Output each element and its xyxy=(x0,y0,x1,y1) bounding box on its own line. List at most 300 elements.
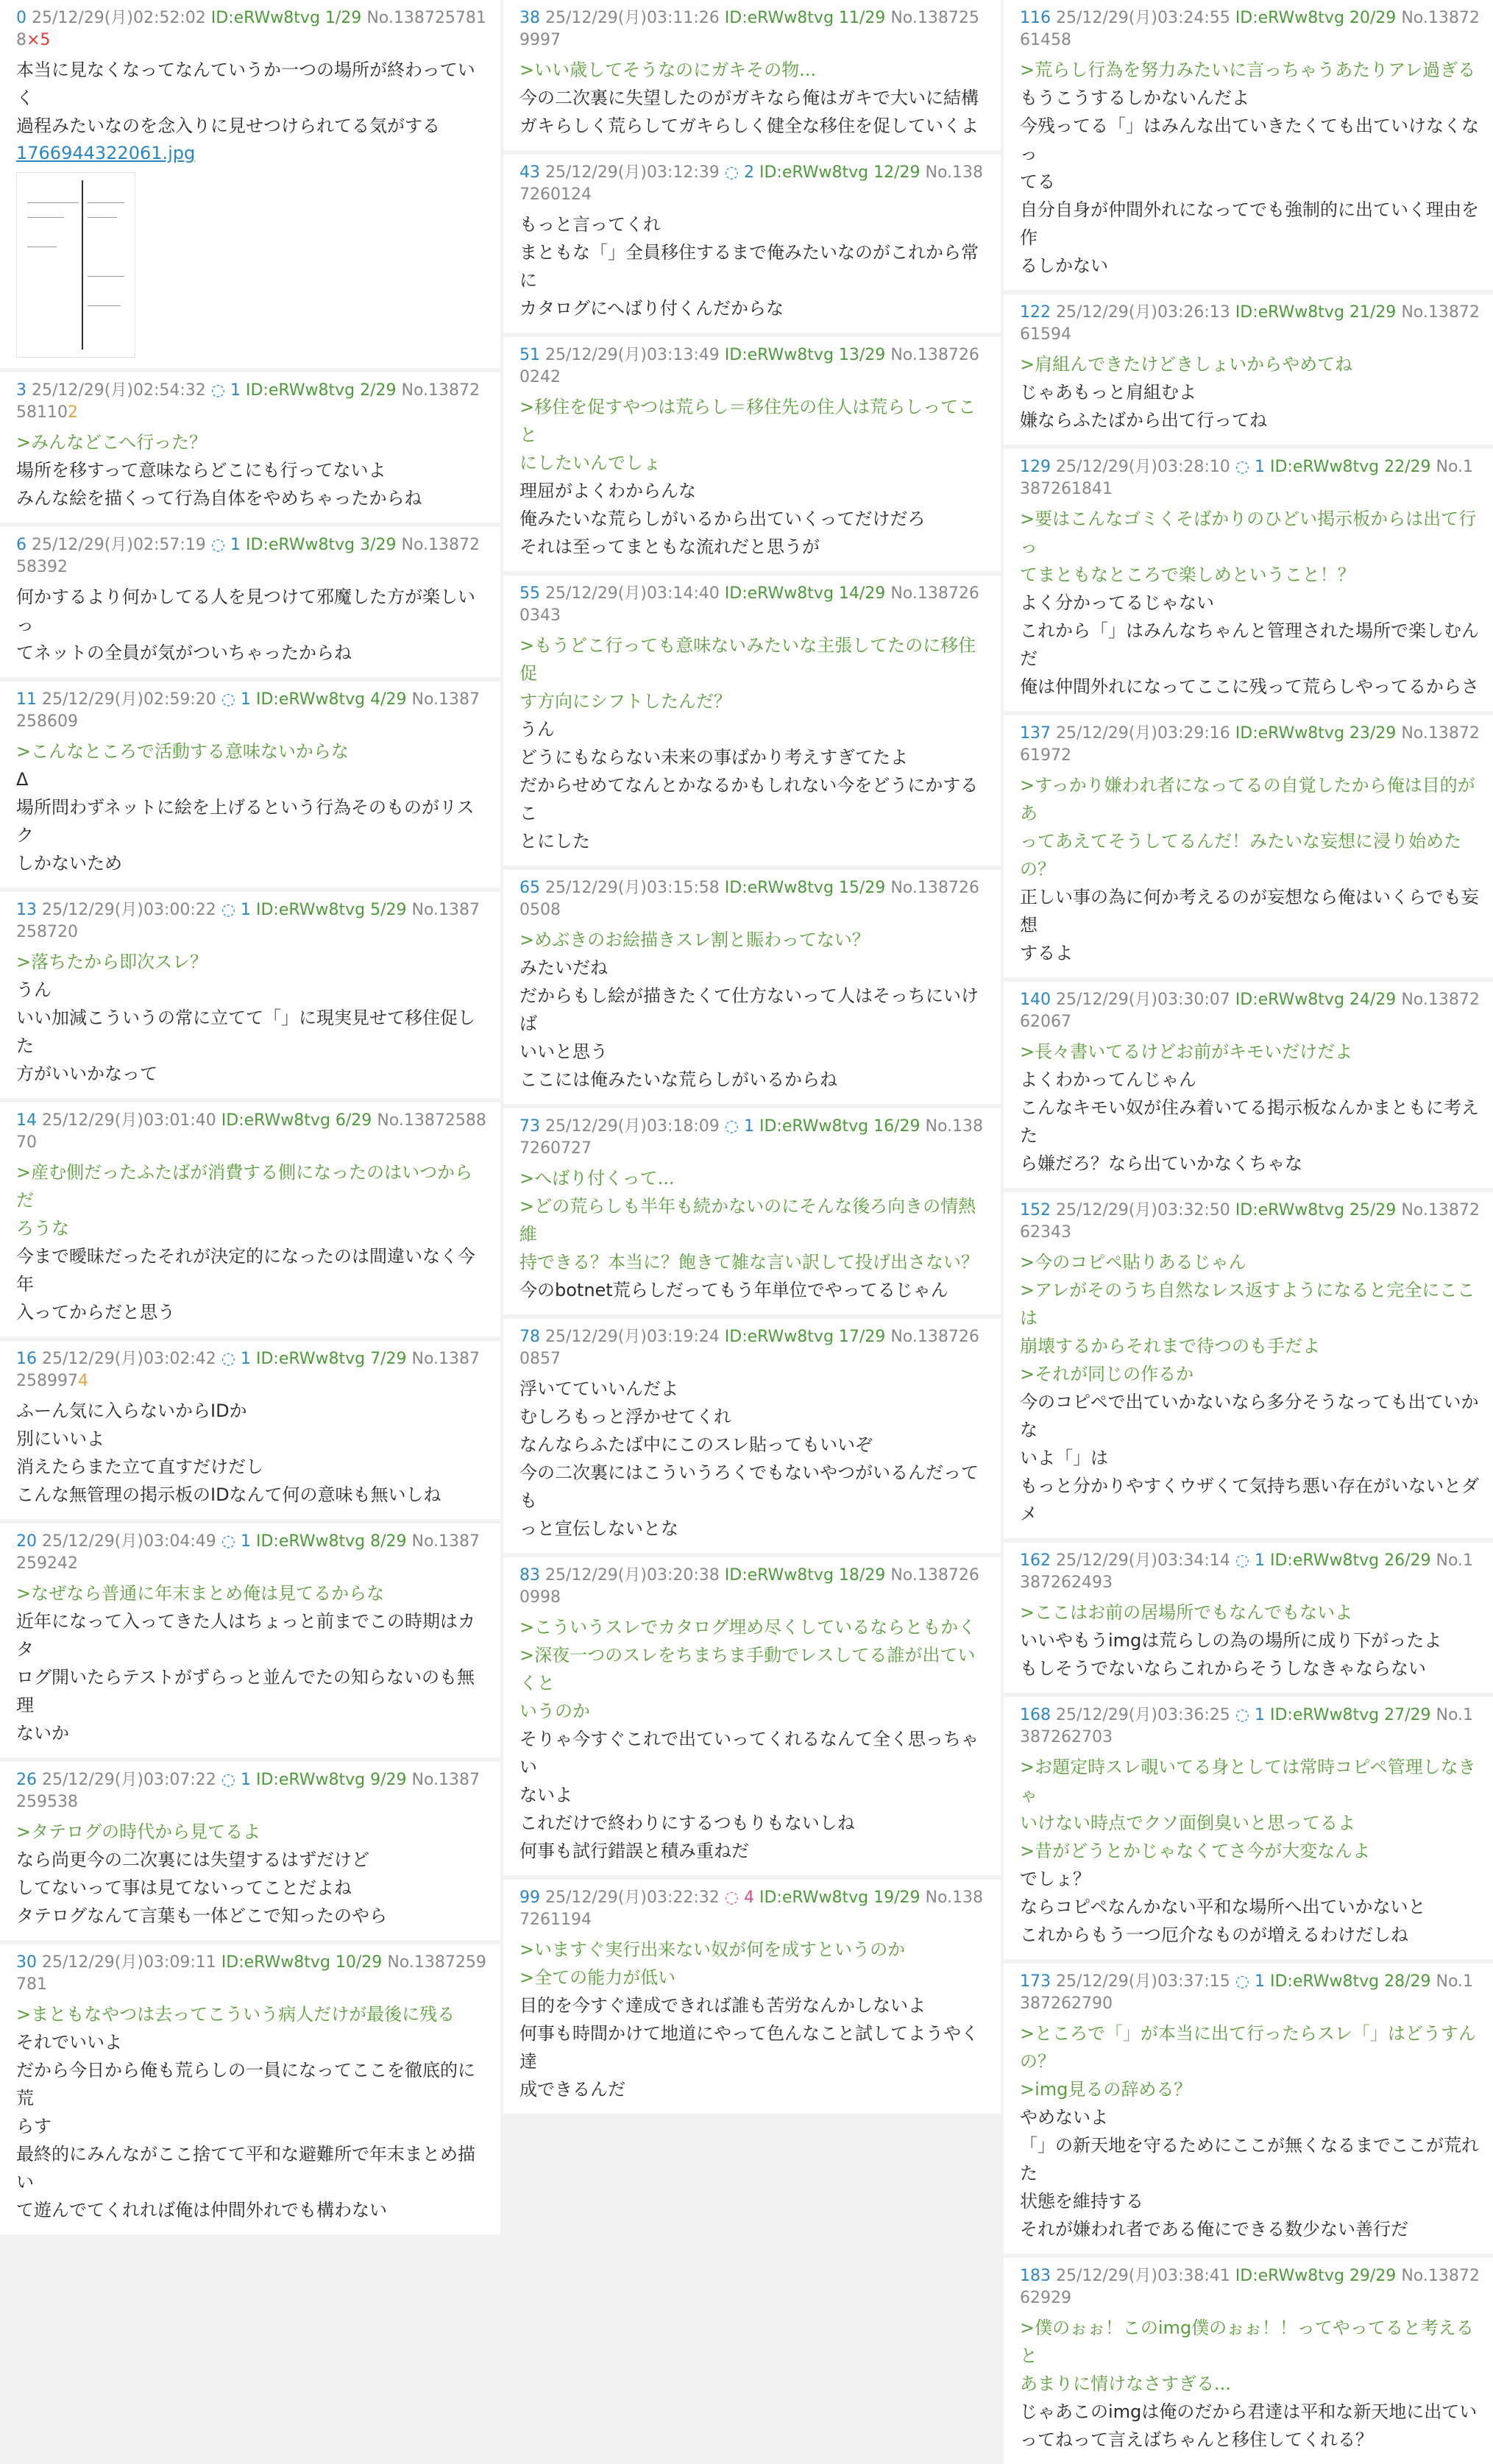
post xyxy=(0,892,500,1098)
post-no[interactable]: No.1387258609 xyxy=(16,690,480,731)
text-line: 目的を今すぐ達成できれば誰も苦労なんかしないよ xyxy=(519,1995,926,2016)
post-no[interactable]: No.1387258997 xyxy=(16,1350,480,1390)
text-line: これだけで終わりにするつもりもないしね xyxy=(519,1813,855,1833)
text-line: 今の二次裏にはこういうろくでもないやつがいるんだっても xyxy=(519,1462,979,1511)
text-line: 消えたらまた立て直すだけだし xyxy=(16,1456,263,1477)
reply-count-value: 1 xyxy=(743,1117,754,1136)
text-line: 状態を維持する xyxy=(1020,2191,1143,2212)
post-body xyxy=(519,926,987,1094)
attachment-link[interactable]: 1766944322061.jpg xyxy=(16,143,196,163)
poster-id[interactable]: ID:eRWw8tvg 5/29 xyxy=(255,901,407,919)
text-line: っと宣伝しないとな xyxy=(519,1518,678,1539)
post-header xyxy=(16,1531,487,1575)
column-middle xyxy=(503,0,1001,2100)
text-line: 入ってからだと思う xyxy=(16,1302,175,1323)
post-body xyxy=(16,948,487,1088)
post-date: 25/12/29(月)03:04:49 xyxy=(42,1532,216,1551)
reply-count[interactable] xyxy=(725,1888,754,1907)
poster-id[interactable]: ID:eRWw8tvg 14/29 xyxy=(724,584,886,603)
text-line: 過程みたいなのを念入りに見せつけられてる気がする xyxy=(16,116,440,136)
text-line: まともな「」全員移住するまで俺みたいなのがこれから常に xyxy=(519,242,979,291)
post-number[interactable]: 3 xyxy=(16,381,26,400)
quote-line: >まともなやつは去ってこういう病人だけが最後に残る xyxy=(16,2004,455,2025)
post-no[interactable]: No.1387259781 xyxy=(16,1953,486,1994)
post-date: 25/12/29(月)03:29:16 xyxy=(1056,724,1230,743)
post-body xyxy=(1020,2019,1480,2243)
post-body xyxy=(16,737,487,877)
post-number[interactable]: 73 xyxy=(519,1117,540,1136)
reply-bubble-icon: ◌ xyxy=(1235,1706,1255,1724)
reply-count-value: 1 xyxy=(240,1532,251,1551)
post-header xyxy=(519,583,987,627)
post-number[interactable]: 183 xyxy=(1020,2267,1051,2285)
post-body xyxy=(519,1613,987,1865)
post-header xyxy=(16,1952,487,1996)
poster-id[interactable]: ID:eRWw8tvg 13/29 xyxy=(724,346,886,364)
post-no[interactable]: No.1387261458 xyxy=(1020,9,1480,49)
quote-line: >落ちたから即次スレ？ xyxy=(16,952,208,972)
post-number[interactable]: 13 xyxy=(16,901,37,919)
poster-id[interactable]: ID:eRWw8tvg 1/29 xyxy=(210,9,362,27)
text-line: タテログなんて言葉も一体どこで知ったのやら xyxy=(16,1905,387,1926)
reply-count[interactable] xyxy=(1235,1551,1265,1570)
text-line: いよ「」は xyxy=(1020,1448,1108,1468)
text-line: これからもう一つ厄介なものが増えるわけだしね xyxy=(1020,1925,1408,1945)
post-header xyxy=(16,899,487,944)
post xyxy=(503,337,1001,571)
reply-bubble-icon: ◌ xyxy=(210,381,230,400)
text-line: 「」の新天地を守るためにここが無くなるまでここが荒れた xyxy=(1020,2135,1479,2184)
text-line: ってねって言えばちゃんと移住してくれる？ xyxy=(1020,2429,1373,2450)
poster-id[interactable]: ID:eRWw8tvg 3/29 xyxy=(245,536,397,554)
post-no[interactable]: No.1387260343 xyxy=(519,584,979,625)
post xyxy=(1004,1192,1493,1538)
post-header xyxy=(519,877,987,921)
post-header xyxy=(1020,1550,1480,1594)
post-number[interactable]: 137 xyxy=(1020,724,1051,743)
post-number[interactable]: 11 xyxy=(16,690,37,709)
text-line: とにした xyxy=(519,831,590,852)
text-line: むしろもっと浮かせてくれ xyxy=(519,1406,731,1427)
text-line: なら尚更今の二次裏には失望するはずだけど xyxy=(16,1849,369,1870)
post-number[interactable]: 140 xyxy=(1020,991,1051,1009)
text-line: て遊んでてくれれば俺は仲間外れでも構わない xyxy=(16,2200,387,2220)
post-body xyxy=(1020,1753,1480,1949)
post-date: 25/12/29(月)03:00:22 xyxy=(42,901,216,919)
reply-count-value: 1 xyxy=(230,536,241,554)
thumbnail-divider xyxy=(82,180,83,350)
post-date: 25/12/29(月)03:30:07 xyxy=(1056,991,1230,1009)
post-no[interactable]: No.1387260857 xyxy=(519,1328,979,1368)
poster-id[interactable]: ID:eRWw8tvg 17/29 xyxy=(724,1328,886,1346)
text-line: 何かするより何かしてる人を見つけて邪魔した方が楽しいっ xyxy=(16,587,475,635)
text-line: 嫌ならふたばから出て行ってね xyxy=(1020,410,1267,431)
text-line: いい加減こういうの常に立てて「」に現実見せて移住促した xyxy=(16,1008,475,1056)
post xyxy=(1004,2258,1493,2464)
text-line: みたいだね xyxy=(519,957,608,978)
post-number[interactable]: 122 xyxy=(1020,303,1051,322)
text-line: ないよ xyxy=(519,1785,572,1805)
post-number[interactable]: 51 xyxy=(519,346,540,364)
post-number[interactable]: 99 xyxy=(519,1888,540,1907)
text-line: ログ開いたらテストがずらっと並んでたの知らないのも無理 xyxy=(16,1667,475,1716)
poster-id[interactable]: ID:eRWw8tvg 20/29 xyxy=(1235,9,1397,27)
text-line: じゃあこのimgは俺のだから君達は平和な新天地に出てい xyxy=(1020,2401,1478,2422)
post-date: 25/12/29(月)03:26:13 xyxy=(1056,303,1230,322)
post-header xyxy=(519,162,987,206)
text-line: ならコピペなんかない平和な場所へ出ていかないと xyxy=(1020,1897,1426,1917)
poster-id[interactable]: ID:eRWw8tvg 25/29 xyxy=(1235,1201,1397,1219)
text-line: 今まで曖昧だったそれが決定的になったのは間違いなく今年 xyxy=(16,1246,475,1295)
post-date: 25/12/29(月)03:19:24 xyxy=(545,1328,720,1346)
post-date: 25/12/29(月)03:28:10 xyxy=(1056,458,1230,476)
post-date: 25/12/29(月)02:59:20 xyxy=(42,690,216,709)
text-line: 何事も時間かけて地道にやって色んなこと試してようやく達 xyxy=(519,2023,979,2072)
post-number[interactable]: 152 xyxy=(1020,1201,1051,1219)
quote-line: >タテログの時代から見てるよ xyxy=(16,1822,261,1842)
poster-id[interactable]: ID:eRWw8tvg 28/29 xyxy=(1269,1972,1431,1991)
post-body xyxy=(519,56,987,140)
text-line: 正しい事の為に何か考えるのが妄想なら俺はいくらでも妄想 xyxy=(1020,887,1479,935)
post-no[interactable]: No.1387261841 xyxy=(1020,458,1474,498)
thumbnail-text-line xyxy=(88,217,117,218)
quote-line: >ここはお前の居場所でもなんでもないよ xyxy=(1020,1602,1353,1623)
text-line: 今の二次裏に失望したのがガキなら俺はガキで大いに結構 xyxy=(519,88,979,108)
post-no[interactable]: No.1387261194 xyxy=(519,1888,984,1929)
poster-id[interactable]: ID:eRWw8tvg 22/29 xyxy=(1269,458,1431,476)
post-number[interactable]: 38 xyxy=(519,9,540,27)
reply-count-value: 1 xyxy=(1254,1551,1265,1570)
post-no[interactable]: No.1387259997 xyxy=(519,9,979,49)
poster-id[interactable]: ID:eRWw8tvg 21/29 xyxy=(1235,303,1397,322)
text-line: それでいいよ xyxy=(16,2032,122,2053)
poster-id[interactable]: ID:eRWw8tvg 2/29 xyxy=(245,381,397,400)
text-line: 場所を移すって意味ならどこにも行ってないよ xyxy=(16,460,386,481)
post-date: 25/12/29(月)03:37:15 xyxy=(1056,1972,1230,1991)
post-header xyxy=(1020,1704,1480,1749)
text-line: そりゃ今すぐこれで出ていってくれるなんて全く思っちゃい xyxy=(519,1729,979,1777)
text-line: 場所問わずネットに絵を上げるという行為そのものがリスク xyxy=(16,797,475,846)
quote-line: >僕のぉぉ！このimg僕のぉぉ！！ってやってると考えると xyxy=(1020,2318,1474,2366)
post-number[interactable]: 55 xyxy=(519,584,540,603)
poster-id[interactable]: ID:eRWw8tvg 9/29 xyxy=(255,1771,407,1789)
reply-bubble-icon: ◌ xyxy=(724,163,744,182)
thumbnail-text-line xyxy=(88,276,124,277)
post-body xyxy=(1020,771,1480,967)
post-no[interactable]: No.1387261594 xyxy=(1020,303,1480,344)
poster-id[interactable]: ID:eRWw8tvg 10/29 xyxy=(221,1953,383,1972)
column-right xyxy=(1004,0,1493,2450)
post-body xyxy=(1020,1599,1480,1682)
post-no[interactable]: No.1387262067 xyxy=(1020,991,1480,1031)
poster-id[interactable]: ID:eRWw8tvg 26/29 xyxy=(1269,1551,1431,1570)
post xyxy=(0,527,500,677)
reply-mark: 2 xyxy=(68,403,78,422)
post-body xyxy=(519,1936,987,2103)
post-body xyxy=(519,1375,987,1543)
quote-line: にしたいんでしょ xyxy=(519,453,661,473)
reply-count-value: 1 xyxy=(1254,1972,1265,1991)
text-line: もっと言ってくれ xyxy=(519,214,661,235)
text-line: 今のbotnet荒らしだってもう年単位でやってるじゃん xyxy=(519,1280,948,1300)
post xyxy=(1004,449,1493,711)
post-no[interactable]: No.1387262790 xyxy=(1020,1972,1474,2013)
post-number[interactable]: 26 xyxy=(16,1771,37,1789)
post xyxy=(503,1319,1001,1553)
thumbnail-text-line xyxy=(27,217,64,218)
post-number[interactable]: 6 xyxy=(16,536,26,554)
post-header xyxy=(519,1565,987,1609)
post-date: 25/12/29(月)02:52:02 xyxy=(32,9,206,27)
post-no[interactable]: No.1387259538 xyxy=(16,1771,480,1811)
quote-line: >どの荒らしも半年も続かないのにそんな後ろ向きの情熱維 xyxy=(519,1196,976,1245)
reply-count[interactable] xyxy=(221,1350,251,1368)
post-number[interactable]: 14 xyxy=(16,1111,37,1130)
post-number[interactable]: 78 xyxy=(519,1328,540,1346)
reply-count[interactable] xyxy=(1235,1972,1265,1991)
reply-count[interactable] xyxy=(1235,1706,1265,1724)
post-no[interactable]: No.1387258392 xyxy=(16,536,480,576)
text-line: だからせめてなんとかなるかもしれない今をどうにかするこ xyxy=(519,775,979,824)
post xyxy=(503,870,1001,1104)
quote-line: >なぜなら普通に年末まとめ俺は見てるからな xyxy=(16,1583,385,1604)
text-line: 理屈がよくわからんな xyxy=(519,481,696,501)
post-body xyxy=(1020,2314,1480,2454)
poster-id[interactable]: ID:eRWw8tvg 12/29 xyxy=(759,163,921,182)
post-number[interactable]: 173 xyxy=(1020,1972,1051,1991)
poster-id[interactable]: ID:eRWw8tvg 16/29 xyxy=(759,1117,921,1136)
post-header xyxy=(1020,989,1480,1033)
text-line: 方がいいかなって xyxy=(16,1063,157,1084)
poster-id[interactable]: ID:eRWw8tvg 18/29 xyxy=(724,1566,886,1585)
post-no[interactable]: No.1387258720 xyxy=(16,901,480,941)
reply-bubble-icon: ◌ xyxy=(724,1117,744,1136)
post-no[interactable]: No.1387260508 xyxy=(519,879,979,919)
text-line: 別にいいよ xyxy=(16,1429,104,1449)
quote-line: 持できる？本当に？飽きて雑な言い訳して投げ出さない？ xyxy=(519,1252,979,1272)
quote-line: てまともなところで楽しめということ！？ xyxy=(1020,564,1355,585)
column-left xyxy=(0,0,500,2220)
quote-line: >今のコピペ貼りあるじゃん xyxy=(1020,1252,1246,1272)
text-line: それは至ってまともな流れだと思うが xyxy=(519,537,820,557)
post-no[interactable]: No.1387260998 xyxy=(519,1566,979,1607)
text-line: てる xyxy=(1020,171,1055,192)
poster-id[interactable]: ID:eRWw8tvg 11/29 xyxy=(724,9,886,27)
poster-id[interactable]: ID:eRWw8tvg 27/29 xyxy=(1269,1706,1431,1724)
text-line: 俺は仲間外れになってここに残って荒らしやってるからさ xyxy=(1020,676,1479,697)
post xyxy=(0,1944,500,2234)
post xyxy=(0,1523,500,1757)
post xyxy=(0,372,500,523)
quote-line: >産む側だったふたばが消費する側になったのはいつからだ xyxy=(16,1162,473,1211)
post-no[interactable]: No.1387259242 xyxy=(16,1532,480,1573)
reply-bubble-icon: ◌ xyxy=(221,1771,241,1789)
reply-count[interactable] xyxy=(221,901,251,919)
poster-id[interactable]: ID:eRWw8tvg 24/29 xyxy=(1235,991,1397,1009)
post xyxy=(503,0,1001,150)
reply-count-value: 1 xyxy=(230,381,241,400)
post-no[interactable]: No.1387260727 xyxy=(519,1117,984,1158)
post-number[interactable]: 116 xyxy=(1020,9,1051,27)
reply-bubble-icon: ◌ xyxy=(221,1350,241,1368)
post-header xyxy=(16,689,487,733)
post-header xyxy=(1020,723,1480,767)
thumbnail-text-line xyxy=(27,202,79,203)
text-line: 近年になって入ってきた人はちょっと前までこの時期はカタ xyxy=(16,1611,475,1660)
text-line: それが嫌われ者である俺にできる数少ない善行だ xyxy=(1020,2219,1408,2240)
quote-line: >長々書いてるけどお前がキモいだけだよ xyxy=(1020,1041,1353,1062)
post xyxy=(0,1341,500,1519)
post xyxy=(0,1762,500,1940)
reply-count[interactable] xyxy=(221,690,251,709)
text-line: るしかない xyxy=(1020,255,1108,276)
post-number[interactable]: 65 xyxy=(519,879,540,897)
text-line: ないか xyxy=(16,1723,69,1743)
quote-line: いけない時点でクソ面倒臭いと思ってるよ xyxy=(1020,1813,1355,1833)
reply-count[interactable] xyxy=(211,536,241,554)
text-line: 自分自身が仲間外れになってでも強制的に出ていく理由を作 xyxy=(1020,199,1479,248)
poster-id[interactable]: ID:eRWw8tvg 6/29 xyxy=(221,1111,372,1130)
attachment-thumbnail[interactable] xyxy=(16,172,135,358)
post-body xyxy=(16,1579,487,1747)
post-header xyxy=(1020,1200,1480,1244)
post-body xyxy=(1020,350,1480,434)
post-no[interactable]: No.1387262343 xyxy=(1020,1201,1480,1242)
post xyxy=(1004,1543,1493,1693)
quote-line: >要はこんなゴミくそばかりのひどい掲示板からは出て行っ xyxy=(1020,509,1477,557)
post xyxy=(0,1102,500,1337)
text-line: してないって事は見てないってことだよね xyxy=(16,1877,352,1898)
reply-count[interactable] xyxy=(725,1117,754,1136)
poster-id[interactable]: ID:eRWw8tvg 29/29 xyxy=(1235,2267,1397,2285)
quote-line: >深夜一つのスレをちまちま手動でレスしてる誰が出ていくと xyxy=(519,1645,976,1693)
post-number[interactable]: 168 xyxy=(1020,1706,1051,1724)
poster-id[interactable]: ID:eRWw8tvg 8/29 xyxy=(255,1532,407,1551)
post-header xyxy=(16,1769,487,1813)
text-line: よくわかってんじゃん xyxy=(1020,1069,1196,1090)
post-number[interactable]: 20 xyxy=(16,1532,37,1551)
post-date: 25/12/29(月)03:07:22 xyxy=(42,1771,216,1789)
reply-bubble-icon: ◌ xyxy=(221,901,241,919)
post-number[interactable]: 162 xyxy=(1020,1551,1051,1570)
post-body xyxy=(519,210,987,322)
post-number[interactable]: 0 xyxy=(16,9,26,27)
text-line: ら嫌だろ？なら出ていかなくちゃな xyxy=(1020,1153,1302,1174)
post-date: 25/12/29(月)03:12:39 xyxy=(545,163,720,182)
quote-line: >いますぐ実行出来ない奴が何を成すというのか xyxy=(519,1939,906,1960)
reply-count-value: 1 xyxy=(1254,458,1265,476)
post-date: 25/12/29(月)03:20:38 xyxy=(545,1566,720,1585)
post-date: 25/12/29(月)02:57:19 xyxy=(32,536,206,554)
text-line: ここには俺みたいな荒らしがいるからね xyxy=(519,1069,837,1090)
post xyxy=(503,155,1001,333)
post xyxy=(503,1557,1001,1875)
quote-line: いうのか xyxy=(519,1701,590,1721)
post xyxy=(1004,715,1493,977)
post-no[interactable]: No.1387258870 xyxy=(16,1111,486,1152)
post-body xyxy=(1020,56,1480,280)
quote-line: 崩壊するからそれまで待つのも手だよ xyxy=(1020,1336,1320,1356)
quote-line: >アレがそのうち自然なレス返すようになると完全にここは xyxy=(1020,1280,1475,1328)
reply-count[interactable] xyxy=(725,163,754,182)
post xyxy=(1004,294,1493,445)
quote-line: ってあえてそうしてるんだ！みたいな妄想に浸り始めたの？ xyxy=(1020,831,1461,879)
post-no[interactable]: No.1387261972 xyxy=(1020,724,1480,765)
post-number[interactable]: 129 xyxy=(1020,458,1051,476)
quote-line: >昔がどうとかじゃなくてさ今が大変なんよ xyxy=(1020,1841,1371,1861)
post-date: 25/12/29(月)03:18:09 xyxy=(545,1117,720,1136)
quote-line: >もうどこ行っても意味ないみたいな主張してたのに移住促 xyxy=(519,635,976,684)
post-no[interactable]: No.1387260124 xyxy=(519,163,984,204)
poster-id[interactable]: ID:eRWw8tvg 7/29 xyxy=(255,1350,407,1368)
text-line: カタログにへばり付くんだからな xyxy=(519,298,784,319)
delete-count[interactable]: ×5 xyxy=(26,31,51,49)
post-no[interactable]: No.1387262493 xyxy=(1020,1551,1474,1592)
text-line: だから今日から俺も荒らしの一員になってここを徹底的に荒 xyxy=(16,2060,475,2109)
post-number[interactable]: 43 xyxy=(519,163,540,182)
post-body xyxy=(16,428,487,512)
post xyxy=(1004,0,1493,290)
text-line: こんなキモい奴が住み着いてる掲示板なんかまともに考えた xyxy=(1020,1097,1479,1146)
post-no[interactable]: No.1387258110 xyxy=(16,381,480,422)
post-header xyxy=(1020,1971,1480,2015)
text-line: ガキらしく荒らしてガキらしく健全な移住を促していくよ xyxy=(519,116,979,136)
post xyxy=(503,1108,1001,1314)
reply-count-value: 1 xyxy=(1254,1706,1265,1724)
poster-id[interactable]: ID:eRWw8tvg 23/29 xyxy=(1235,724,1397,743)
text-line: らす xyxy=(16,2116,52,2136)
reply-count[interactable] xyxy=(221,1771,251,1789)
post-header xyxy=(1020,456,1480,500)
text-line: こんな無管理の掲示板のIDなんて何の意味も無いしね xyxy=(16,1484,441,1505)
post-body xyxy=(16,1818,487,1930)
poster-id[interactable]: ID:eRWw8tvg 4/29 xyxy=(255,690,407,709)
poster-id[interactable]: ID:eRWw8tvg 19/29 xyxy=(759,1888,921,1907)
quote-line: ろうな xyxy=(16,1218,69,1239)
text-line: だからもし絵が描きたくて仕方ないって人はそっちにいけば xyxy=(519,985,979,1034)
thumbnail-text-line xyxy=(88,202,124,203)
post-no[interactable]: No.1387262703 xyxy=(1020,1706,1474,1746)
post-number[interactable]: 30 xyxy=(16,1953,37,1972)
quote-line: >全ての能力が低い xyxy=(519,1967,676,1988)
post-header xyxy=(519,1116,987,1160)
reply-bubble-icon: ◌ xyxy=(210,536,230,554)
post-number[interactable]: 16 xyxy=(16,1350,37,1368)
post-date: 25/12/29(月)03:11:26 xyxy=(545,9,720,27)
text-line: 何事も試行錯誤と積み重ねだ xyxy=(519,1841,749,1861)
poster-id[interactable]: ID:eRWw8tvg 15/29 xyxy=(724,879,886,897)
reply-bubble-icon: ◌ xyxy=(221,1532,241,1551)
post-number[interactable]: 83 xyxy=(519,1566,540,1585)
post-date: 25/12/29(月)03:09:11 xyxy=(42,1953,216,1972)
reply-count-value: 4 xyxy=(743,1888,754,1907)
text-line: てネットの全員が気がついちゃったからね xyxy=(16,642,352,663)
post-date: 25/12/29(月)03:14:40 xyxy=(545,584,720,603)
reply-count[interactable] xyxy=(1235,458,1265,476)
post-date: 25/12/29(月)03:22:32 xyxy=(545,1888,720,1907)
post-no[interactable]: No.1387257818 xyxy=(16,9,486,49)
post-no[interactable]: No.1387260242 xyxy=(519,346,979,386)
post-body xyxy=(519,1164,987,1304)
post-no[interactable]: No.1387262929 xyxy=(1020,2267,1480,2307)
text-line: しかないため xyxy=(16,853,122,874)
post-header xyxy=(16,380,487,424)
quote-line: >荒らし行為を努力みたいに言っちゃうあたりアレ過ぎる xyxy=(1020,60,1476,80)
reply-count[interactable] xyxy=(211,381,241,400)
reply-count-value: 1 xyxy=(240,690,251,709)
text-line: みんな絵を描くって行為自体をやめちゃったからね xyxy=(16,488,422,509)
reply-count[interactable] xyxy=(221,1532,251,1551)
